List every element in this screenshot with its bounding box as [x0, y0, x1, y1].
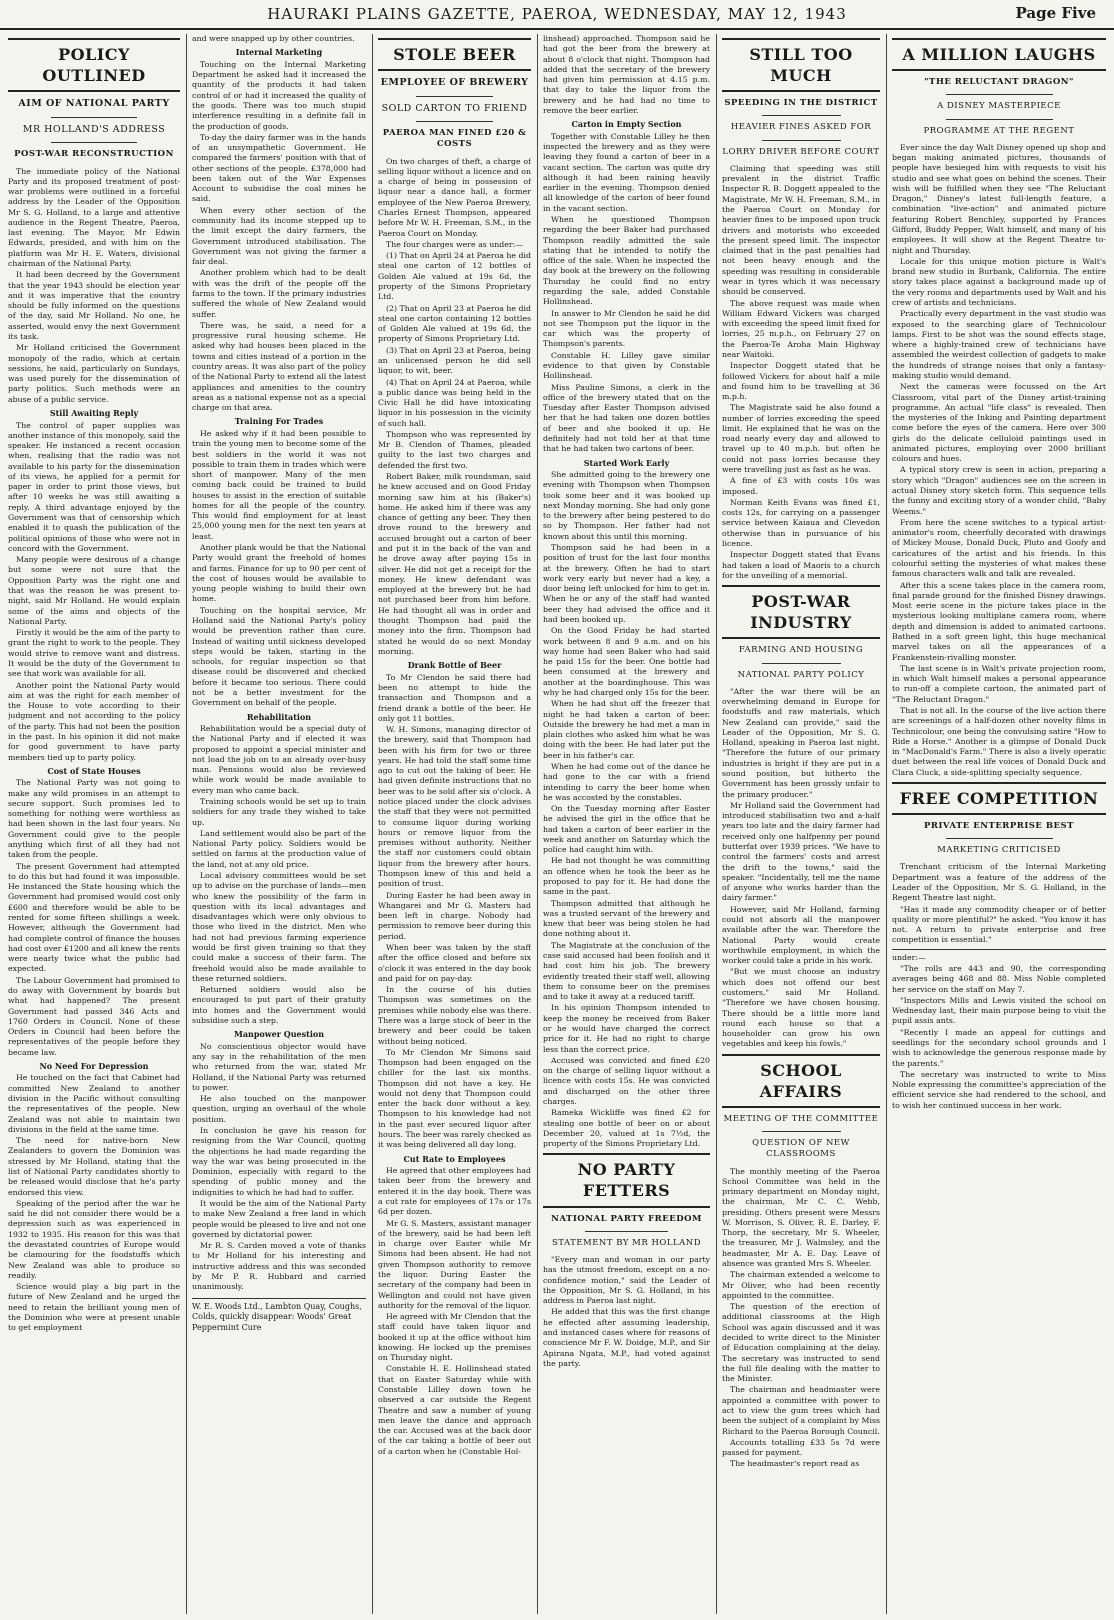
column-rule: [537, 34, 538, 1614]
paragraph: Inspector Doggett stated that Evans had taken a load of Maoris to a church for the unveiling of a memorial.: [722, 550, 880, 580]
paragraph: However, said Mr Holland, farming could not absorb all the manpower available after the war. Therefore the National Party would create worthwhile employment, in which the worker could take a pride in his work.: [722, 904, 880, 966]
divider: [946, 94, 1053, 95]
paragraph: That is not all. In the course of the live action there are screenings of a half-dozen other novelty films in Technicolour, one being the convulsing satire "How to Ride a Horse." Another is a glimpse of Donald Duck in "MacDonald's Farm." There is also a lively operatic duet between the real life voices of Donald Duck and Clara Cluck, a side-splitting specialty sequence.: [892, 705, 1106, 777]
paragraph: The need for native-born New Zealanders to govern the Dominion was stressed by Mr Holland, stating that the list of National Party candidates shortly to be released would disclose that he's party endorsed this view.: [8, 1136, 180, 1197]
subheadline: A DISNEY MASTERPIECE: [937, 101, 1061, 112]
advertisement-woods-peppermint-cure: W. E. Woods Ltd., Lambton Quay, Coughs, Colds, quickly disappear: Woods' Great Peppermint Cure: [192, 1298, 366, 1334]
subheadline: SOLD CARTON TO FRIEND: [381, 102, 528, 114]
paragraph: Accounts totalling £33 5s 7d were passed for payment.: [722, 1437, 880, 1458]
paragraph: Another point the National Party would aim at was the right for each member of the House to vote according to their judgment and not according to the policy of the party. This had not been the position in the past. In his opinion it did not make for good government to have party members tied up to party policy.: [8, 680, 180, 762]
subheadline: PRIVATE ENTERPRISE BEST: [923, 821, 1074, 832]
paragraph: The chairman and headmaster were appointed a committee with power to act to view the gum trees which had been the subject of a complaint by Miss Richard to the Paeroa Borough Council.: [722, 1385, 880, 1436]
paragraph: After this a scene takes place in the camera room, final parade ground for the finished Disney drawings. Most eerie scene in the picture takes place in the mysterious looking multiplane camera room, where depth and dimension is added to animated cartoons. Bathed in a soft green light, this huge mechanical marvel takes on all the appearances of a Frankenstein-rivalling monster.: [892, 580, 1106, 662]
paragraph: She admitted going to the brewery one evening with Thompson when Thompson took some beer and it was booked up next Monday morning. She had only gone to the brewery after being pestered to do so by Thompson. Her father had not known about this until this morning.: [543, 470, 710, 541]
paragraph: The four charges were as under:—: [386, 239, 524, 249]
subheadline: POST-WAR RECONSTRUCTION: [14, 149, 174, 160]
paragraph: When he had come out of the dance he had gone to the car with a friend intending to carry the beer home when he was accosted by the constables.: [543, 761, 710, 802]
paragraph: It had been decreed by the Government that the year 1943 should be election year and it was imperative that the country should be fully informed on the questions of the day, said Mr Holland. No one, he asserted, would envy the next Government its task.: [8, 270, 180, 341]
paragraph: From here the scene switches to a typical artist-animator's room, cheerfully decorated with drawings of Mickey Mouse, Donald Duck, Pluto and Goofy and caricatures of the artist and his friends. In this colourful setting the mysteries of what makes these famous characters walk and talk are revealed.: [892, 517, 1106, 579]
paragraph: He touched on the fact that Cabinet had committed New Zealand to another division in the Pacific without consulting the representatives of the people. New Zealand was not able to maintain two divisions in the field at the same time.: [8, 1073, 180, 1134]
section-heading: Drank Bottle of Beer: [407, 660, 502, 671]
paragraph: Local advisory committees would be set up to advise on the purchase of lands—men who knew the possibility of the farm in question with its local advantages and disadvantages which were only obvious to those who lived in the district. Men who had not had previous farming experience would be first given training so that they could make a success of their farm. The freehold would also be made available to these returned soldiers.: [192, 871, 366, 983]
paragraph: (1) That on April 24 at Paeroa he did steal one carton of 12 bottles of Golden Ale valued at 19s 6d, the property of the Simons Proprietary Ltd.: [378, 251, 531, 302]
paragraph: Mr G. S. Masters, assistant manager of the brewery, said he had been left in charge over Easter while Mr Simons had been absent. He had not given Thompson authority to remove the liquor. During Easter the secretary of the company had been in Wellington and could not have given authority for the removal of the liquor.: [378, 1218, 531, 1310]
paragraph: "Every man and woman in our party has the utmost freedom, except on a no-confidence motion," said the Leader of the Opposition, Mr S. G. Holland, in his address in Paeroa last night.: [543, 1255, 710, 1306]
subheadline: EMPLOYEE OF BREWERY: [380, 77, 529, 89]
subheadline: SPEEDING IN THE DISTRICT: [724, 98, 878, 109]
subheadline: NATIONAL PARTY POLICY: [737, 669, 865, 680]
subheadline: NATIONAL PARTY FREEDOM: [551, 1213, 702, 1224]
paragraph: Thompson who was represented by Mr B. Clendon of Thames, pleaded guilty to the last two charges and defended the first two.: [378, 429, 531, 470]
paragraph: Rehabilitation would be a special duty of the National Party and if elected it was proposed to appoint a special minister and not load the job on to an already over-busy man. Pensions would also be reviewed while work would be made available to every man who came back.: [192, 724, 366, 795]
subheadline: PAEROA MAN FINED £20 & COSTS: [382, 128, 527, 150]
paragraph: Science would play a big part in the future of New Zealand and he urged the need to retain the brilliant young men of the Dominion who were at present unable to get employment: [8, 1282, 180, 1333]
headline-no-party-fetters: NO PARTY FETTERS: [543, 1153, 710, 1207]
paragraph: Practically every department in the vast studio was exposed to the searching glare of Technicolour lamps. First to be shot was the sound effects stage, where a highly-trained crew of technicians have assembled the weirdest collection of gadgets to make the hundreds of strange noises that only a fantasy-making studio would demand.: [892, 309, 1106, 380]
paragraph: To-day the dairy farmer was in the hands of an unsympathetic Government. He compared the farmers' position with that of other sections of the people. £378,000 had been taken out of the War Expenses Account to subsidise the coal mines he said.: [192, 132, 366, 204]
paragraph: Mr Holland said the Government had introduced stabilisation two and a-half years too late and the dairy farmer had received only one halfpenny per pound butterfat over 1939 prices. "We have to control the farmers' costs and arrest the drift to the towns," said the speaker. "Incidentally, tell me the name of anyone who works harder than the dairy farmer.": [722, 800, 880, 903]
paragraph: W. H. Simons, managing director of the brewery, said that Thompson had been with his firm for two or three years. He had told the staff some time ago to cut out the taking of beer. He had given definite instructions that no beer was to be sold after six o'clock. A notice placed under the clock advises the staff that they were not permitted to consume liquor during working hours or remove liquor from the premises without authority. Neither the staff nor customers could obtain liquor from the brewery after hours. Thompson knew of this and held a position of trust.: [378, 725, 531, 889]
paragraph: Thompson said he had been in a position of trust for the last four months at the brewery. Often he had to start work very early but never had a key, a door being left unlocked for him to get in. When he or any of the staff had wanted beer they had advised the office and it had been booked up.: [543, 543, 710, 624]
column-rule: [186, 34, 187, 1614]
paragraph: Training schools would be set up to train soldiers for any trade they wished to take up.: [192, 797, 366, 827]
headline-policy-outlined: POLICY OUTLINED: [8, 38, 180, 92]
paragraph: It would be the aim of the National Party to make New Zealand a free land in which people would be pleased to live and not one governed by dictatorial power.: [192, 1199, 366, 1239]
paragraph: The monthly meeting of the Paeroa School Committee was held in the primary department on Monday night, the chairman, Mr C. C. Webb, presiding. Others present were Messrs W. Morrison, S. Oliver, R. E. Darley, F. Thorp, the secretary, Mr S. Wheeler, the treasurer, Mr J. Walmsley, and the headmaster, Mr A. E. Day. Leave of absence was granted Mrs S. Wheeler.: [722, 1166, 880, 1269]
section-heading: Started Work Early: [583, 457, 670, 468]
divider: [762, 115, 841, 116]
paragraph: The above request was made when William Edward Vickers was charged with exceeding the speed limit fixed for lorries, 25 m.p.h., on February 27 on the Paeroa-Te Aroha Main Highway near Waitoki.: [722, 298, 880, 359]
paragraph: Claiming that speeding was still prevalent in the district Traffic Inspector R. B. Doggett appealed to the Magistrate, Mr W. H. Freeman, S.M., in the Paeroa Court on Monday for heavier fines to be imposed upon truck drivers and motorists who exceeded the present speed limit. The inspector claimed that in the past penalties had not been heavy enough and the speeding was resulting in considerable wear in tyres which it was necessary should be conserved.: [722, 163, 880, 297]
paragraph: "After the war there will be an overwhelming demand in Europe for foodstuffs and raw materials, which New Zealand can provide," said the Leader of the Opposition, Mr S. G. Holland, speaking in Paeroa last night. "Therefore the future of our primary industries is bright if they are put in a sound position, but hitherto the Government has been grossly unfair to the primary producer.": [722, 686, 880, 799]
section-heading: Internal Marketing: [235, 47, 323, 58]
subheadline: QUESTION OF NEW CLASSROOMS: [752, 1138, 850, 1160]
column-stole-beer: [378, 34, 531, 1614]
paragraph: Rameka Wickliffe was fined £2 for stealing one bottle of beer on or about December 20, valued at 1s 7½d, the property of the Simons Proprietary Ltd.: [543, 1108, 710, 1149]
headline-stole-beer: STOLE BEER: [378, 38, 531, 71]
masthead: [0, 0, 1114, 30]
divider: [762, 663, 841, 664]
paragraph: "The rolls are 443 and 90, the corresponding averages being 468 and 88. Miss Noble completed her service on the staff on May 7.: [892, 964, 1106, 994]
column-still-too-much: [722, 34, 880, 1614]
subheadline: AIM OF NATIONAL PARTY: [18, 98, 170, 110]
newspaper-title: HAURAKI PLAINS GAZETTE, PAEROA, WEDNESDAY, MAY 12, 1943: [267, 5, 847, 23]
divider: [762, 140, 841, 141]
divider: [946, 838, 1053, 839]
subheadline: MR HOLLAND'S ADDRESS: [22, 123, 166, 135]
divider: [946, 119, 1053, 120]
section-heading: Manpower Question: [233, 1029, 325, 1040]
paragraph: The control of paper supplies was another instance of this monopoly, said the speaker. He instanced a recent occasion when, realising that the radio was not available to his party for the dissemination of its views, he applied for a permit for paper in order to print those views, but after 10 weeks he was still awaiting a reply. A third advantage enjoyed by the Government was that of censorship which enabled it to quash the publication of the political opinions of those who were not in concord with the Government.: [8, 420, 180, 553]
paragraph: He agreed that other employees had taken beer from the brewery and entered it in the day book. There was a cut rate for employees of 17s or 17s 6d per dozen.: [378, 1166, 531, 1217]
subheadline: "THE RELUCTANT DRAGON": [924, 77, 1074, 88]
column-rule: [372, 34, 373, 1614]
column-rule: [886, 34, 887, 1614]
paragraph: Many people were desirous of a change but some were not sure that the Opposition Party was the right one and that was the reason he was present to-night, said Mr Holland. He would explain some of the aims and objects of the National Party.: [8, 555, 180, 626]
section-heading: Carton in Empty Section: [571, 119, 682, 130]
paragraph: Trenchant criticism of the Internal Marketing Department was a feature of the address of the Leader of the Opposition, Mr S. G. Holland, in the Regent Theatre last night.: [892, 862, 1106, 903]
divider: [416, 121, 493, 122]
paragraph: Accused was convicted and fined £20 on the charge of selling liquor without a licence with costs 15s. He was convicted and discharged on the other three charges.: [543, 1055, 710, 1106]
paragraph: Next the cameras were focussed on the Art Classroom, vital part of the Disney artist-training programme. An actual "life class" is revealed. Then the mysteries of the Inking and Painting department come before the eyes of the camera. Here over 300 girls do the delicate celluloid paintings used in animated pictures, employing over 2000 brilliant colours and hues.: [892, 382, 1106, 464]
paragraph: On two charges of theft, a charge of selling liquor without a licence and on a charge of being in possession of liquor near a dance hall, a former employee of the New Paeroa Brewery, Charles Ernest Thompson, appeared before Mr W. H. Freeman, S.M., in the Paeroa Court on Monday.: [378, 156, 531, 238]
paragraph: Locale for this unique motion picture is Walt's brand new studio in Burbank, California. The entire story takes place against a background made up of the very rooms and departments used by Walt and his crew of artists and technicians.: [892, 256, 1106, 307]
subheadline: MARKETING CRITICISED: [937, 845, 1061, 856]
paragraph: When beer was taken by the staff after the office closed and before six o'clock it was entered in the day book and paid for on pay-day.: [378, 942, 531, 983]
subheadline: PROGRAMME AT THE REGENT: [923, 125, 1075, 136]
paragraph: On the Good Friday he had started work between 8 and 9 a.m. and on his way home had seen Baker who had said he paid 15s for the beer. One bottle had been consumed at the brewery and another at the boardinghouse. This was why he had charged only 15s for the beer.: [543, 626, 710, 697]
paragraph: The secretary was instructed to write to Miss Noble expressing the committee's appreciation of the efficient service she had rendered to the school, and to wish her continued success in her work.: [892, 1069, 1106, 1110]
paragraph: There was, he said, a need for a progressive rural housing scheme. He asked why had houses been placed in the towns and cities instead of a portion in the country areas. It was also part of the policy of the National Party to extend all the latest appliances and amenities to the country areas as a national expense not as a special charge on that area.: [192, 320, 366, 413]
paragraph: Norman Keith Evans was fined £1, costs 12s, for carrying on a passenger service between Kaiaua and Clevedon otherwise than in pursuance of his licence.: [722, 497, 880, 548]
section-heading: Cost of State Houses: [47, 765, 141, 776]
headline-post-war-industry: POST-WAR INDUSTRY: [722, 585, 880, 639]
paragraph: In conclusion he gave his reason for resigning from the War Council, quoting the objections he had made regarding the way the war was being prosecuted in the Dominion, especially with regard to the spending of public money and the indignities to which he had had to suffer.: [192, 1126, 366, 1197]
paragraph: He also touched on the manpower question, urging an overhaul of the whole position.: [192, 1094, 366, 1124]
paragraph: He added that this was the first change he effected after assuming leadership, and instanced cases where for reasons of conscience Mr F. W. Doidge, M.P., and Sir Apirana Ngata, M.P., had voted against the party.: [543, 1307, 710, 1368]
paragraph: To Mr Clendon Mr Simons said Thompson had been engaged on the chiller for the last six months. Thompson did not have a key. He would not deny that Thompson could enter the back door without a key. Thompson to his knowledge had not in the past ever secured liquor after hours. The beer was rarely checked as it was being delivered all day long.: [378, 1047, 531, 1150]
page-number: Page Five: [1015, 4, 1096, 22]
paragraph: (4) That on April 24 at Paeroa, while a public dance was being held in the Civic Hall he did have intoxicating liquor in his possession in the vicinity of such hall.: [378, 377, 531, 428]
paragraph: The immediate policy of the National Party and its proposed treatment of post-war problems were outlined in a forceful address by the Leader of the Opposition Mr S. G. Holland, to a large and attentive audience in the Regent Theatre, Paeroa, last evening. The Mayor, Mr Edwin Edwards, presided, and with him on the platform was Mr H. E. Waters, divisional chairman of the National Party.: [8, 166, 180, 269]
subheadline: STATEMENT BY MR HOLLAND: [551, 1237, 702, 1248]
divider: [51, 117, 137, 118]
paragraph: In the course of his duties Thompson was sometimes on the premises while nobody else was there. There was a large stock of beer in the brewery and beer could be taken without being noticed.: [378, 985, 531, 1046]
paragraph: "But we must choose an industry which does not offend our best customers," said Mr Holland. "Therefore we have chosen housing. There should be a little more land round each house so that a householder can grow his own vegetables and keep his fowls.": [722, 967, 880, 1049]
paragraph: He had not thought he was committing an offence when he took the beer as he proposed to pay for it. He had done the same in the past.: [543, 856, 710, 897]
paragraph: Firstly it would be the aim of the party to grant the right to work to the people. They would strive to remove want and distress. It would be the duty of the Government to see that work was available for all.: [8, 628, 180, 679]
subheadline: MEETING OF THE COMMITTEE: [723, 1113, 879, 1124]
paragraph: The headmaster's report read as: [730, 1459, 860, 1469]
paragraph: "Recently I made an appeal for cuttings and seedlings for the secondary school grounds and I wish to acknowledge the generous response made by the parents.": [892, 1027, 1106, 1068]
paragraph: Returned soldiers would also be encouraged to put part of their gratuity into homes and the Government would subsidise such a step.: [192, 985, 366, 1025]
paragraph: During Easter he had been away in Whangarei and Mr G. Masters had been left in charge. Nobody had permission to remove beer during this period.: [378, 890, 531, 941]
paragraph: When he questioned Thompson regarding the beer Baker had purchased Thompson readily admitted the sale stating that he intended to notify the office of the sale. When he inspected the day book at the brewery on the following Thursday he could find no entry regarding the sale, added Constable Hollinshead.: [543, 215, 710, 307]
subheadline: LORRY DRIVER BEFORE COURT: [722, 146, 880, 157]
paragraph: (2) That on April 23 at Paeroa he did steal one carton containing 12 bottles of Golden Ale valued at 19s 6d, the property of Simons Proprietary Ltd.: [378, 303, 531, 344]
section-heading: Rehabilitation: [246, 711, 312, 722]
column-million-laughs: [892, 34, 1106, 1614]
paragraph: He agreed with Mr Clendon that the staff could have taken liquor and booked it up at the office without him knowing. He locked up the premises on Thursday night.: [378, 1312, 531, 1363]
headline-school-affairs: SCHOOL AFFAIRS: [722, 1054, 880, 1108]
paragraph: On the Tuesday morning after Easter he advised the girl in the office that he had taken a carton of beer earlier in the week and another on Saturday which the police had caught him with.: [543, 804, 710, 855]
paragraph: under:—: [892, 952, 926, 962]
paragraph: In answer to Mr Clendon he said he did not see Thompson put the liquor in the car which was the property of Thompson's parents.: [543, 308, 710, 349]
paragraph: Mr R. S. Carden moved a vote of thanks to Mr Holland for his interesting and instructive address and this was seconded by Mr P. R. Hubbard and carried unanimously.: [192, 1241, 366, 1292]
paragraph: Together with Constable Lilley he then inspected the brewery and as they were leaving they found a carton of beer in a vacant section. The carton was quite dry although it had been raining heavily earlier in the evening. Thompson denied all knowledge of the carton of beer found in the vacant section.: [543, 131, 710, 213]
paragraph: Touching on the Internal Marketing Department he asked had it increased the quantity of the products it had taken control of or had it increased the quality of the goods. There was too much stupid interference resulting in a definite fall in the production of goods.: [192, 59, 366, 131]
paragraph: "Has it made any commodity cheaper or of better quality or more plentiful?" he asked. "You know it has not. A return to private enterprise and free competition is essential.": [892, 904, 1106, 945]
section-heading: Cut Rate to Employees: [403, 1153, 506, 1164]
paragraph: linshead) approached. Thompson said he had got the beer from the brewery at about 8 o'clock that night. Thompson had added that the secretary of the brewery had given him permission at 4.15 p.m. that day to take the liquor from the brewery and he had had no time to remove the beer earlier.: [543, 34, 710, 115]
divider: [762, 1131, 841, 1132]
headline-a-million-laughs: A MILLION LAUGHS: [892, 38, 1106, 71]
paragraph: Land settlement would also be part of the National Party policy. Soldiers would be settled on farms at the production value of the land, not at any old price.: [192, 828, 366, 869]
divider: [585, 1231, 669, 1232]
paragraph: (3) That on April 23 at Paeroa, being an unlicensed person he did sell liquor, to wit, beer.: [378, 345, 531, 376]
paragraph: Another problem which had to be dealt with was the drift of the people off the farms to the town. If the primary industries suffered the whole of New Zealand would suffer.: [192, 268, 366, 319]
paragraph: Thompson admitted that although he was a trusted servant of the brewery and knew that beer was being stolen he had done nothing about it.: [543, 898, 710, 939]
section-heading: No Need For Depression: [39, 1060, 149, 1071]
paragraph: When he had shut off the freezer that night he had taken a carton of beer. Outside the brewery he had met a man in plain clothes who asked him what he was doing with the beer. He had later put the beer in his father's car.: [543, 699, 710, 760]
paragraph: He asked why if it had been possible to train the young men to become some of the best soldiers in the world it was not possible to train them in trades which were short of manpower. Many of the men coming back could be trained to build houses to assist in the erection of suitable homes for all the people of the country. This would find employment for at least 25,000 young men for the next ten years at least.: [192, 428, 366, 541]
paragraph: Constable H. E. Hollinshead stated that on Easter Saturday while with Constable Lilley down town he observed a car outside the Regent Theatre and saw a number of young men leave the dance and approach the car. Accused was at the back door of the car taking a bottle of beer out of a carton when he (Constable Hol-: [378, 1364, 531, 1456]
divider: [892, 949, 1106, 950]
paragraph: A fine of £3 with costs 10s was imposed.: [722, 476, 880, 496]
column-rule: [716, 34, 717, 1614]
paragraph: The Labour Government had promised to do away with Government by boards but what had happened? The present Government had passed 346 Acts and 1760 Orders in Council. None of these Orders in Council had been before the representatives of the people before they became law.: [8, 975, 180, 1057]
column-policy-continued: [192, 34, 366, 1614]
paragraph: Inspector Doggett stated that he followed Vickers for about half a mile and found him to be travelling at 36 m.p.h.: [722, 361, 880, 402]
divider: [416, 96, 493, 97]
headline-free-competition: FREE COMPETITION: [892, 782, 1106, 815]
paragraph: Ever since the day Walt Disney opened up shop and began making animated pictures, thousands of people have besieged him with requests to visit his studio and see what goes on behind the scenes. Their wish will be fulfilled when they see "The Reluctant Dragon," Disney's latest full-length feature, a combination "live-action" and animated picture featuring Robert Benchley, supported by Frances Gifford, Buddy Pepper, Walt himself, and many of his employees. It will show at the Regent Theatre to-night and Thursday.: [892, 142, 1106, 255]
paragraph: Speaking of the period after the war he said he did not consider there would be a depression such as was experienced in 1932 to 1935. His reason for this was that the devastated countries of Europe would be clamouring for the foodstuffs which New Zealand was able to produce so readily.: [8, 1198, 180, 1280]
section-heading: Training For Trades: [234, 416, 324, 427]
paragraph: The National Party was not going to make any wild promises in an attempt to secure support. Such promises led to something for nothing were worthless as had been shown in the last four years. No Government could give to the people anything which first of all they had not taken from the people.: [8, 778, 180, 860]
paragraph: The question of the erection of additional classrooms at the High School was again discussed and it was decided to write direct to the Minister of Education complaining at the delay. The secretary was instructed to send the full file dealing with the matter to the Minister.: [722, 1302, 880, 1384]
paragraph: Touching on the hospital service, Mr Holland said the National Party's policy would be prevention rather than cure. Instead of waiting until sickness developed steps would be taken, starting in the schools, for regular inspection so that disease could be discovered and checked before it became too serious. There could not be a better investment for the Government on behalf of the people.: [192, 605, 366, 708]
paragraph: The last scene is in Walt's private projection room, in which Walt himself makes a personal appearance to run-off a complete cartoon, the animated part of "The Reluctant Dragon.": [892, 663, 1106, 704]
paragraph: Robert Baker, milk roundsman, said he knew accused and on Good Friday morning saw him at his (Baker's) home. He asked him if there was any chance of getting any beer. They then drove round to the brewery and accused brought out a carton of beer and put it in the back of the van and he drove away after paying 15s in silver. He did not get a receipt for the money. He knew defendant was employed at the brewery but he had not purchased beer from him before. He had thought all was in order and thought Thompson had paid the money into the firm. Thompson had stated he would do so next Monday morning.: [378, 472, 531, 656]
column-stole-beer-continued: [543, 34, 710, 1614]
paragraph: Mr Holland criticised the Government monopoly of the radio, which at certain sessions, he said, particularly on Sundays, was used purely for the dissemination of party politics. Such methods were an abuse of a public service.: [8, 343, 180, 404]
paragraph: Miss Pauline Simons, a clerk in the office of the brewery stated that on the Tuesday after Easter Thompson advised her that he had taken one dozen bottles of beer and she booked it up. He definitely had not told her at that time that he had taken two cartons of beer.: [543, 382, 710, 454]
paragraph: and were snapped up by other countries.: [192, 34, 355, 43]
divider: [51, 142, 137, 143]
paragraph: "Inspectors Mills and Lewis visited the school on Wednesday last, their main purpose being to visit the pupil assis ants.: [892, 995, 1106, 1026]
section-heading: Still Awaiting Reply: [49, 407, 139, 418]
headline-still-too-much: STILL TOO MUCH: [722, 38, 880, 92]
paragraph: No conscientious objector would have any say in the rehabilitation of the men who returned from the war, stated Mr Holland, if the National Party was returned to power.: [192, 1041, 366, 1092]
paragraph: To Mr Clendon he said there had been no attempt to hide the transaction and Thompson and a friend drank a bottle of the beer. He only got 11 bottles.: [378, 672, 531, 723]
subheadline: FARMING AND HOUSING: [738, 645, 864, 656]
paragraph: Constable H. Lilley gave similar evidence to that given by Constable Hollinshead.: [543, 350, 710, 381]
column-policy-outlined: [8, 34, 180, 1614]
paragraph: The chairman extended a welcome to Mr Oliver, who had been recently appointed to the committee.: [722, 1270, 880, 1300]
paragraph: A typical story crew is seen in action, preparing a story which "Dragon" audiences see on the screen in actual Disney story sketch form. This sequence tells the funny and exciting story of a wonder child, "Baby Weems.": [892, 465, 1106, 516]
paragraph: The Magistrate said he also found a number of lorries exceeding the speed limit. He explained that he was on the road nearly every day and allowed to travel up to 40 m.p.h. but often he could not pass lorries because they were travelling just as fast as he was.: [722, 403, 880, 475]
paragraph: Another plank would be that the National Party would grant the freehold of homes and farms. Finance for up to 90 per cent of the cost of houses would be available to young people wishing to build their own home.: [192, 543, 366, 604]
paragraph: In his opinion Thompson intended to keep the money he received from Baker or he would have charged the correct price for it. He had no right to charge less than the correct price.: [543, 1003, 710, 1054]
paragraph: When every other section of the community had its income stepped up to the limit except the dairy farmers, the Government introduced stabilisation. The Government was not giving the farmer a fair deal.: [192, 205, 366, 267]
paragraph: The Magistrate at the conclusion of the case said accused had been foolish and it had cost him his job. The brewery evidently treated their staff well, allowing them to consume beer on the premises and to take it away at a reduced tariff.: [543, 940, 710, 1002]
paragraph: The present Government had attempted to do this but had found it was impossible. He instanced the State housing which the Government had promised would cost only £600 and therefore would be able to be rented for some fifteen shillings a week. However, although the Government had had complete control of finance the houses had cost over £1200 and all knew the rents were nearly twice what the public had expected.: [8, 861, 180, 974]
subheadline: HEAVIER FINES ASKED FOR: [730, 122, 872, 133]
